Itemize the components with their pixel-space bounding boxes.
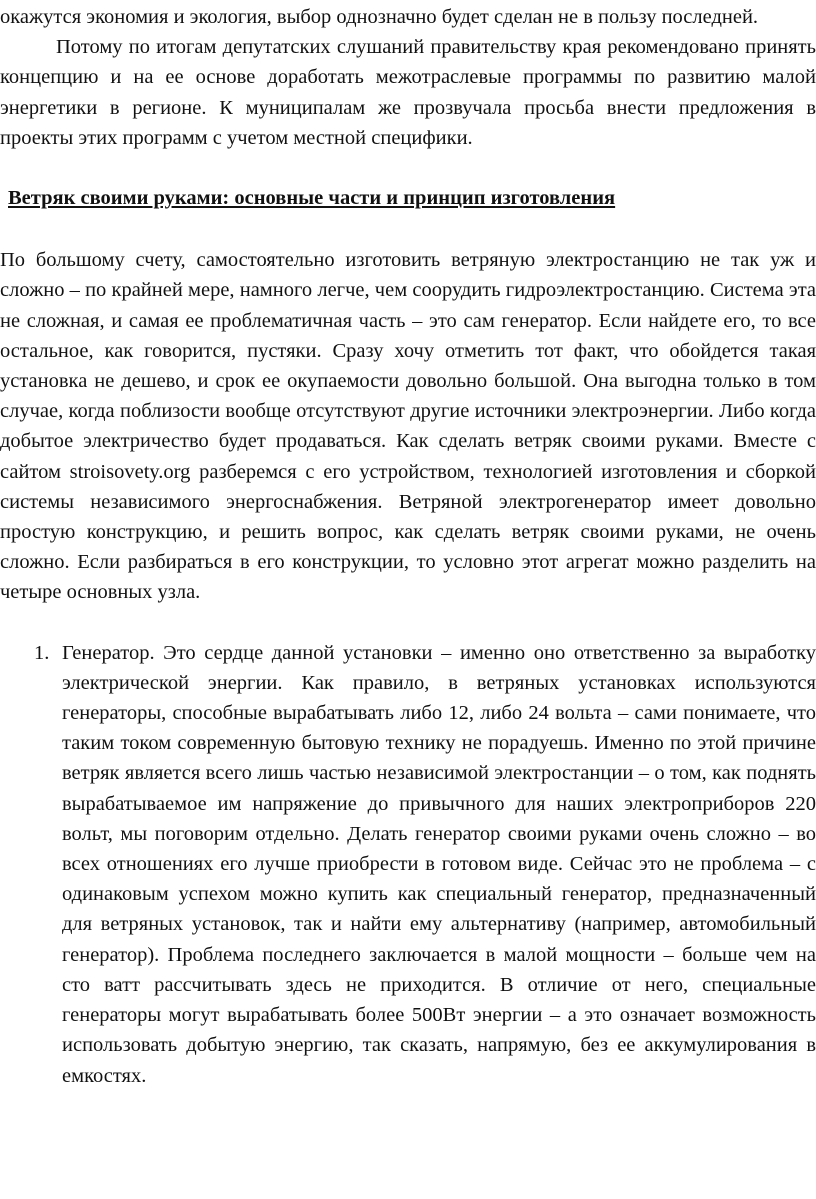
parts-list xyxy=(0,638,816,1091)
list-item xyxy=(0,638,816,1091)
list-item-text: Генератор. Это сердце данной установки – именно оно ответственно за выработку электрической энергии. Как правило, в ветряных установках используются генераторы, способные вырабатывать либо 12, либо 24 вольта – сами понимаете, что таким током современную бытовую технику не порадуешь. Именно по этой причине ветряк является всего лишь частью независимой электростанции – о том, как поднять вырабатываемое им напряжение до привычного для наших электроприборов 220 вольт, мы поговорим отдельно. Делать генератор своими руками очень сложно – во всех отношениях его лучше приобрести в готовом виде. Сейчас это не проблема – с одинаковым успехом можно купить как специальный генератор, предназначенный для ветряных установок, так и найти ему альтернативу (например, автомобильный генератор). Проблема последнего заключается в малой мощности – больше чем на сто ватт рассчитывать здесь не приходится. В отличие от него, специальные генераторы могут вырабатывать более 500Вт энергии – а это означает возможность использовать добытую энергию, так сказать, напрямую, без ее аккумулирования в емкостях. xyxy=(62,641,816,1087)
section-heading: Ветряк своими руками: основные части и принцип изготовления xyxy=(8,187,616,210)
paragraph-continuation: окажутся экономия и экология, выбор однозначно будет сделан не в пользу последней. xyxy=(0,6,759,28)
spacer xyxy=(0,213,816,245)
paragraph-intro: По большому счету, самостоятельно изготовить ветряную электростанцию не так уж и сложно – по крайней мере, намного легче, чем соорудить гидроэлектростанцию. Система эта не сложная, и самая ее проблематичная часть – это сам генератор. Если найдете его, то все остальное, как говорится, пустяки. Сразу хочу отметить тот факт, что обойдется такая установка не дешево, и срок ее окупаемости довольно большой. Она выгодна только в том случае, когда поблизости вообще отсутствуют другие источники электроэнергии. Либо когда добытое электричество будет продаваться. Как сделать ветряк своими руками. Вместе с сайтом stroisovety.org разберемся с его устройством, технологией изготовления и сборкой системы независимого энергоснабжения. Ветряной электрогенератор имеет довольно простую конструкцию, и решить вопрос, как сделать ветряк своими руками, не очень сложно. Если разбираться в его конструкции, то условно этот агрегат можно разделить на четыре основных узла. xyxy=(0,249,816,604)
paragraph-hearings: Потому по итогам депутатских слушаний правительству края рекомендовано принять концепцию и на ее основе доработать межотраслевые программы по развитию малой энергетики в регионе. К муниципалам же прозвучала просьба внести предложения в проекты этих программ с учетом местной специфики. xyxy=(0,36,816,149)
spacer xyxy=(0,153,816,183)
list-item-number: 1. xyxy=(34,641,50,664)
spacer xyxy=(0,608,816,638)
